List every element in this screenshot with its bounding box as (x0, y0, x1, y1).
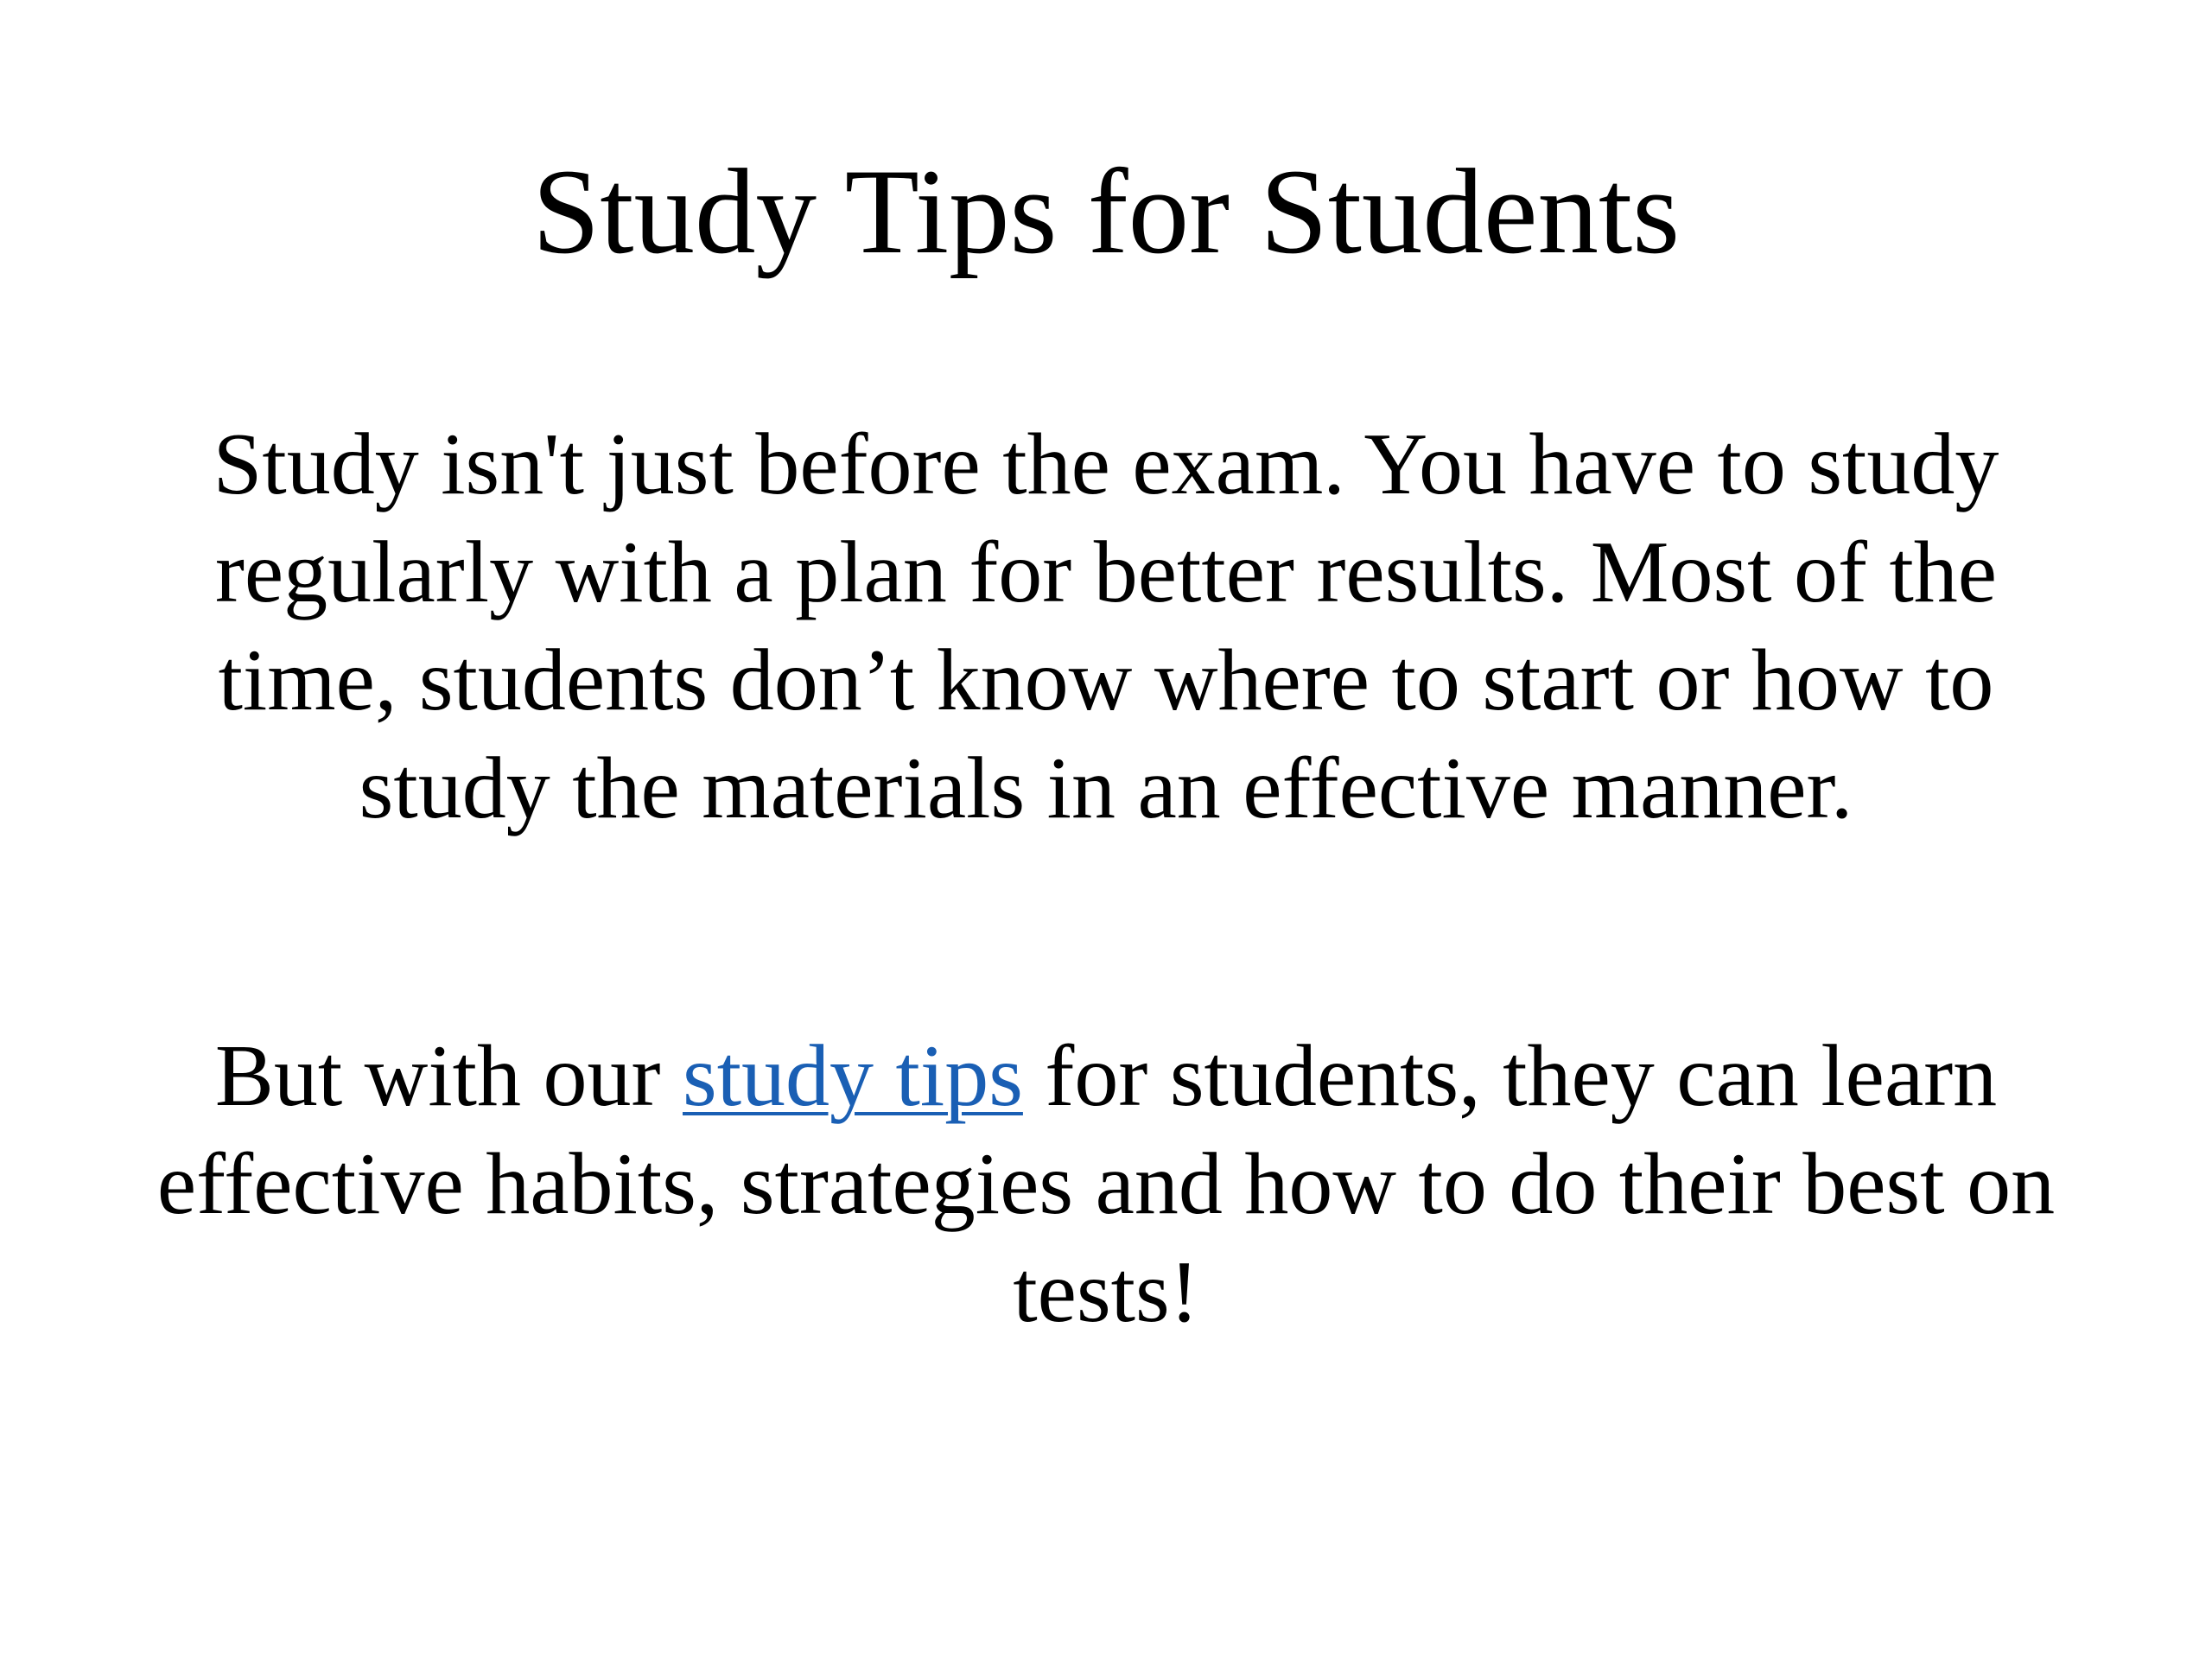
page-title: Study Tips for Students (531, 144, 1681, 279)
tips-paragraph-lead: But with our (214, 1027, 683, 1125)
study-tips-link[interactable]: study tips (683, 1027, 1023, 1125)
tips-paragraph-rest: for students, they can learn effective habits, strategies and how to do their best on tests! (156, 1027, 2056, 1341)
tips-paragraph (121, 1022, 2091, 1346)
intro-paragraph: Study isn't just before the exam. You have to study regularly with a plan for better results. Most of the time, students don’t know where to start or how to study the materials in an effective manner. (213, 416, 1999, 837)
